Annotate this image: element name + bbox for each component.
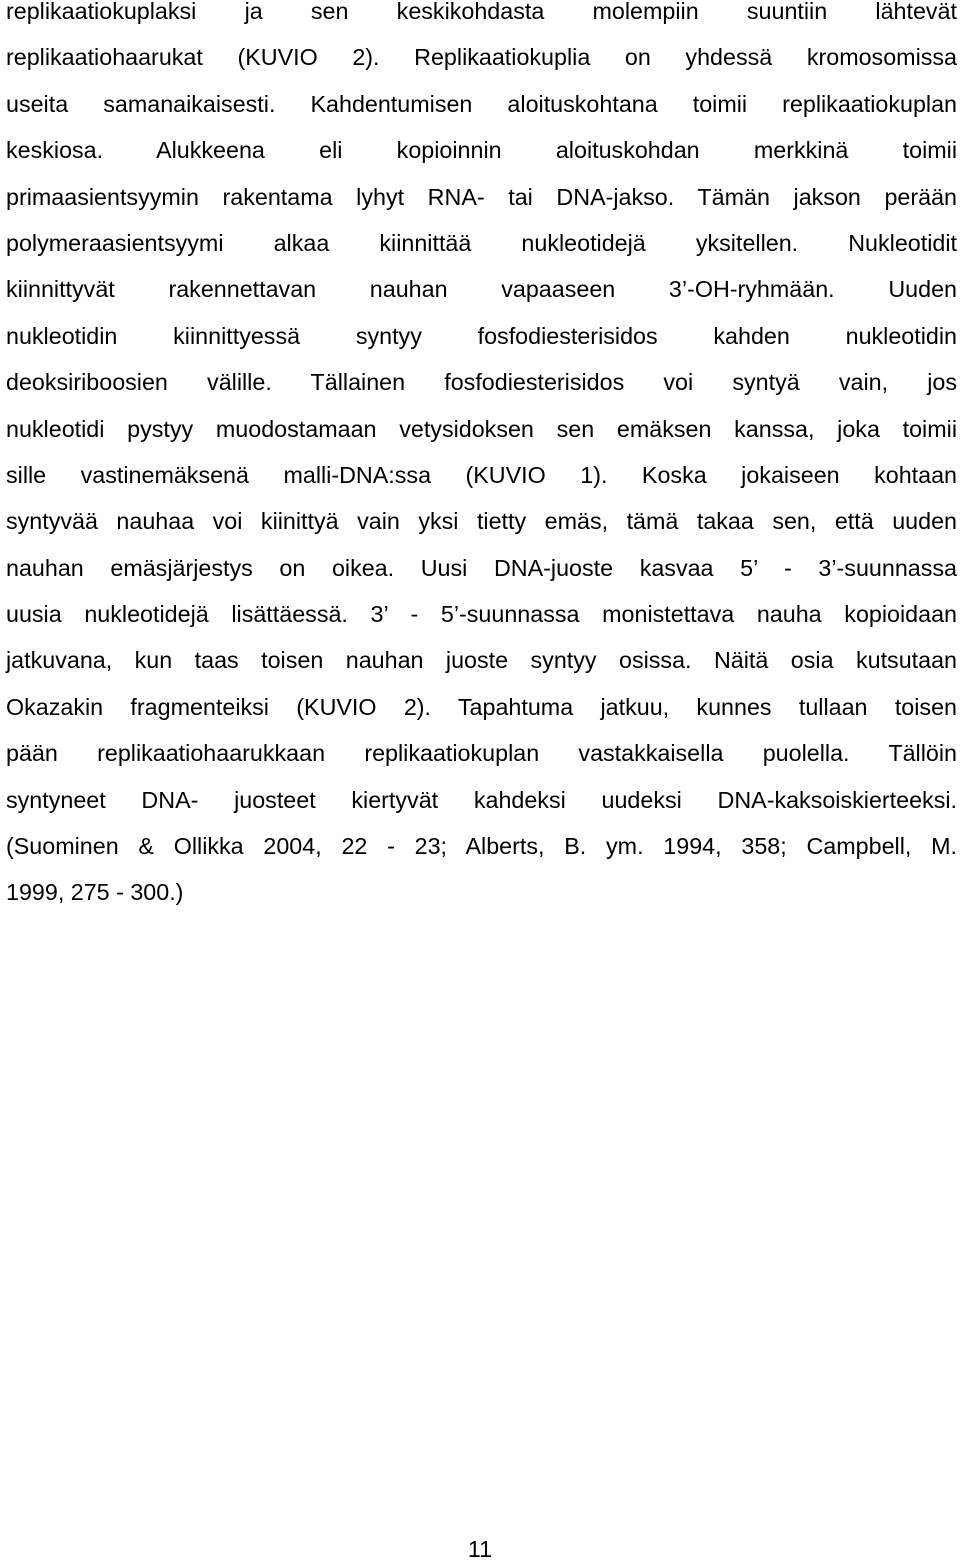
- text-line: (Suominen & Ollikka 2004, 22 - 23; Alberts, B. ym. 1994, 358; Campbell, M.: [6, 833, 957, 860]
- text-line: primaasientsyymin rakentama lyhyt RNA- tai DNA-jakso. Tämän jakson perään: [6, 183, 957, 210]
- text-line: nauhan emäsjärjestys on oikea. Uusi DNA-juoste kasvaa 5’ - 3’-suunnassa: [6, 554, 957, 581]
- text-line: syntyneet DNA- juosteet kiertyvät kahdeksi uudeksi DNA-kaksoiskierteeksi.: [6, 786, 957, 813]
- text-line: sille vastinemäksenä malli-DNA:ssa (KUVIO 1). Koska jokaiseen kohtaan: [6, 461, 957, 488]
- text-line: nukleotidin kiinnittyessä syntyy fosfodiesterisidos kahden nukleotidin: [6, 322, 957, 349]
- text-line: polymeraasientsyymi alkaa kiinnittää nukleotidejä yksitellen. Nukleotidit: [6, 229, 957, 256]
- text-line: syntyvää nauhaa voi kiinittyä vain yksi tietty emäs, tämä takaa sen, että uuden: [6, 508, 957, 535]
- text-line: deoksiriboosien välille. Tällainen fosfodiesterisidos voi syntyä vain, jos: [6, 369, 957, 396]
- text-line: useita samanaikaisesti. Kahdentumisen aloituskohtana toimii replikaatiokuplan: [6, 90, 957, 117]
- body-text: [6, 0, 957, 928]
- text-line: Okazakin fragmenteiksi (KUVIO 2). Tapahtuma jatkuu, kunnes tullaan toisen: [6, 693, 957, 720]
- text-line: uusia nukleotidejä lisättäessä. 3’ - 5’-suunnassa monistettava nauha kopioidaan: [6, 601, 957, 628]
- text-line: pään replikaatiohaarukkaan replikaatiokuplan vastakkaisella puolella. Tällöin: [6, 740, 957, 767]
- text-line: kiinnittyvät rakennettavan nauhan vapaaseen 3’-OH-ryhmään. Uuden: [6, 276, 957, 303]
- page-number: 11: [467, 1536, 493, 1562]
- text-line: replikaatiohaarukat (KUVIO 2). Replikaatiokuplia on yhdessä kromosomissa: [6, 44, 957, 71]
- text-line: 1999, 275 - 300.): [6, 879, 184, 906]
- text-line: jatkuvana, kun taas toisen nauhan juoste syntyy osissa. Näitä osia kutsutaan: [6, 647, 957, 674]
- text-line: replikaatiokuplaksi ja sen keskikohdasta molempiin suuntiin lähtevät: [6, 0, 957, 24]
- text-line: nukleotidi pystyy muodostamaan vetysidoksen sen emäksen kanssa, joka toimii: [6, 415, 957, 442]
- text-line: keskiosa. Alukkeena eli kopioinnin aloituskohdan merkkinä toimii: [6, 137, 957, 164]
